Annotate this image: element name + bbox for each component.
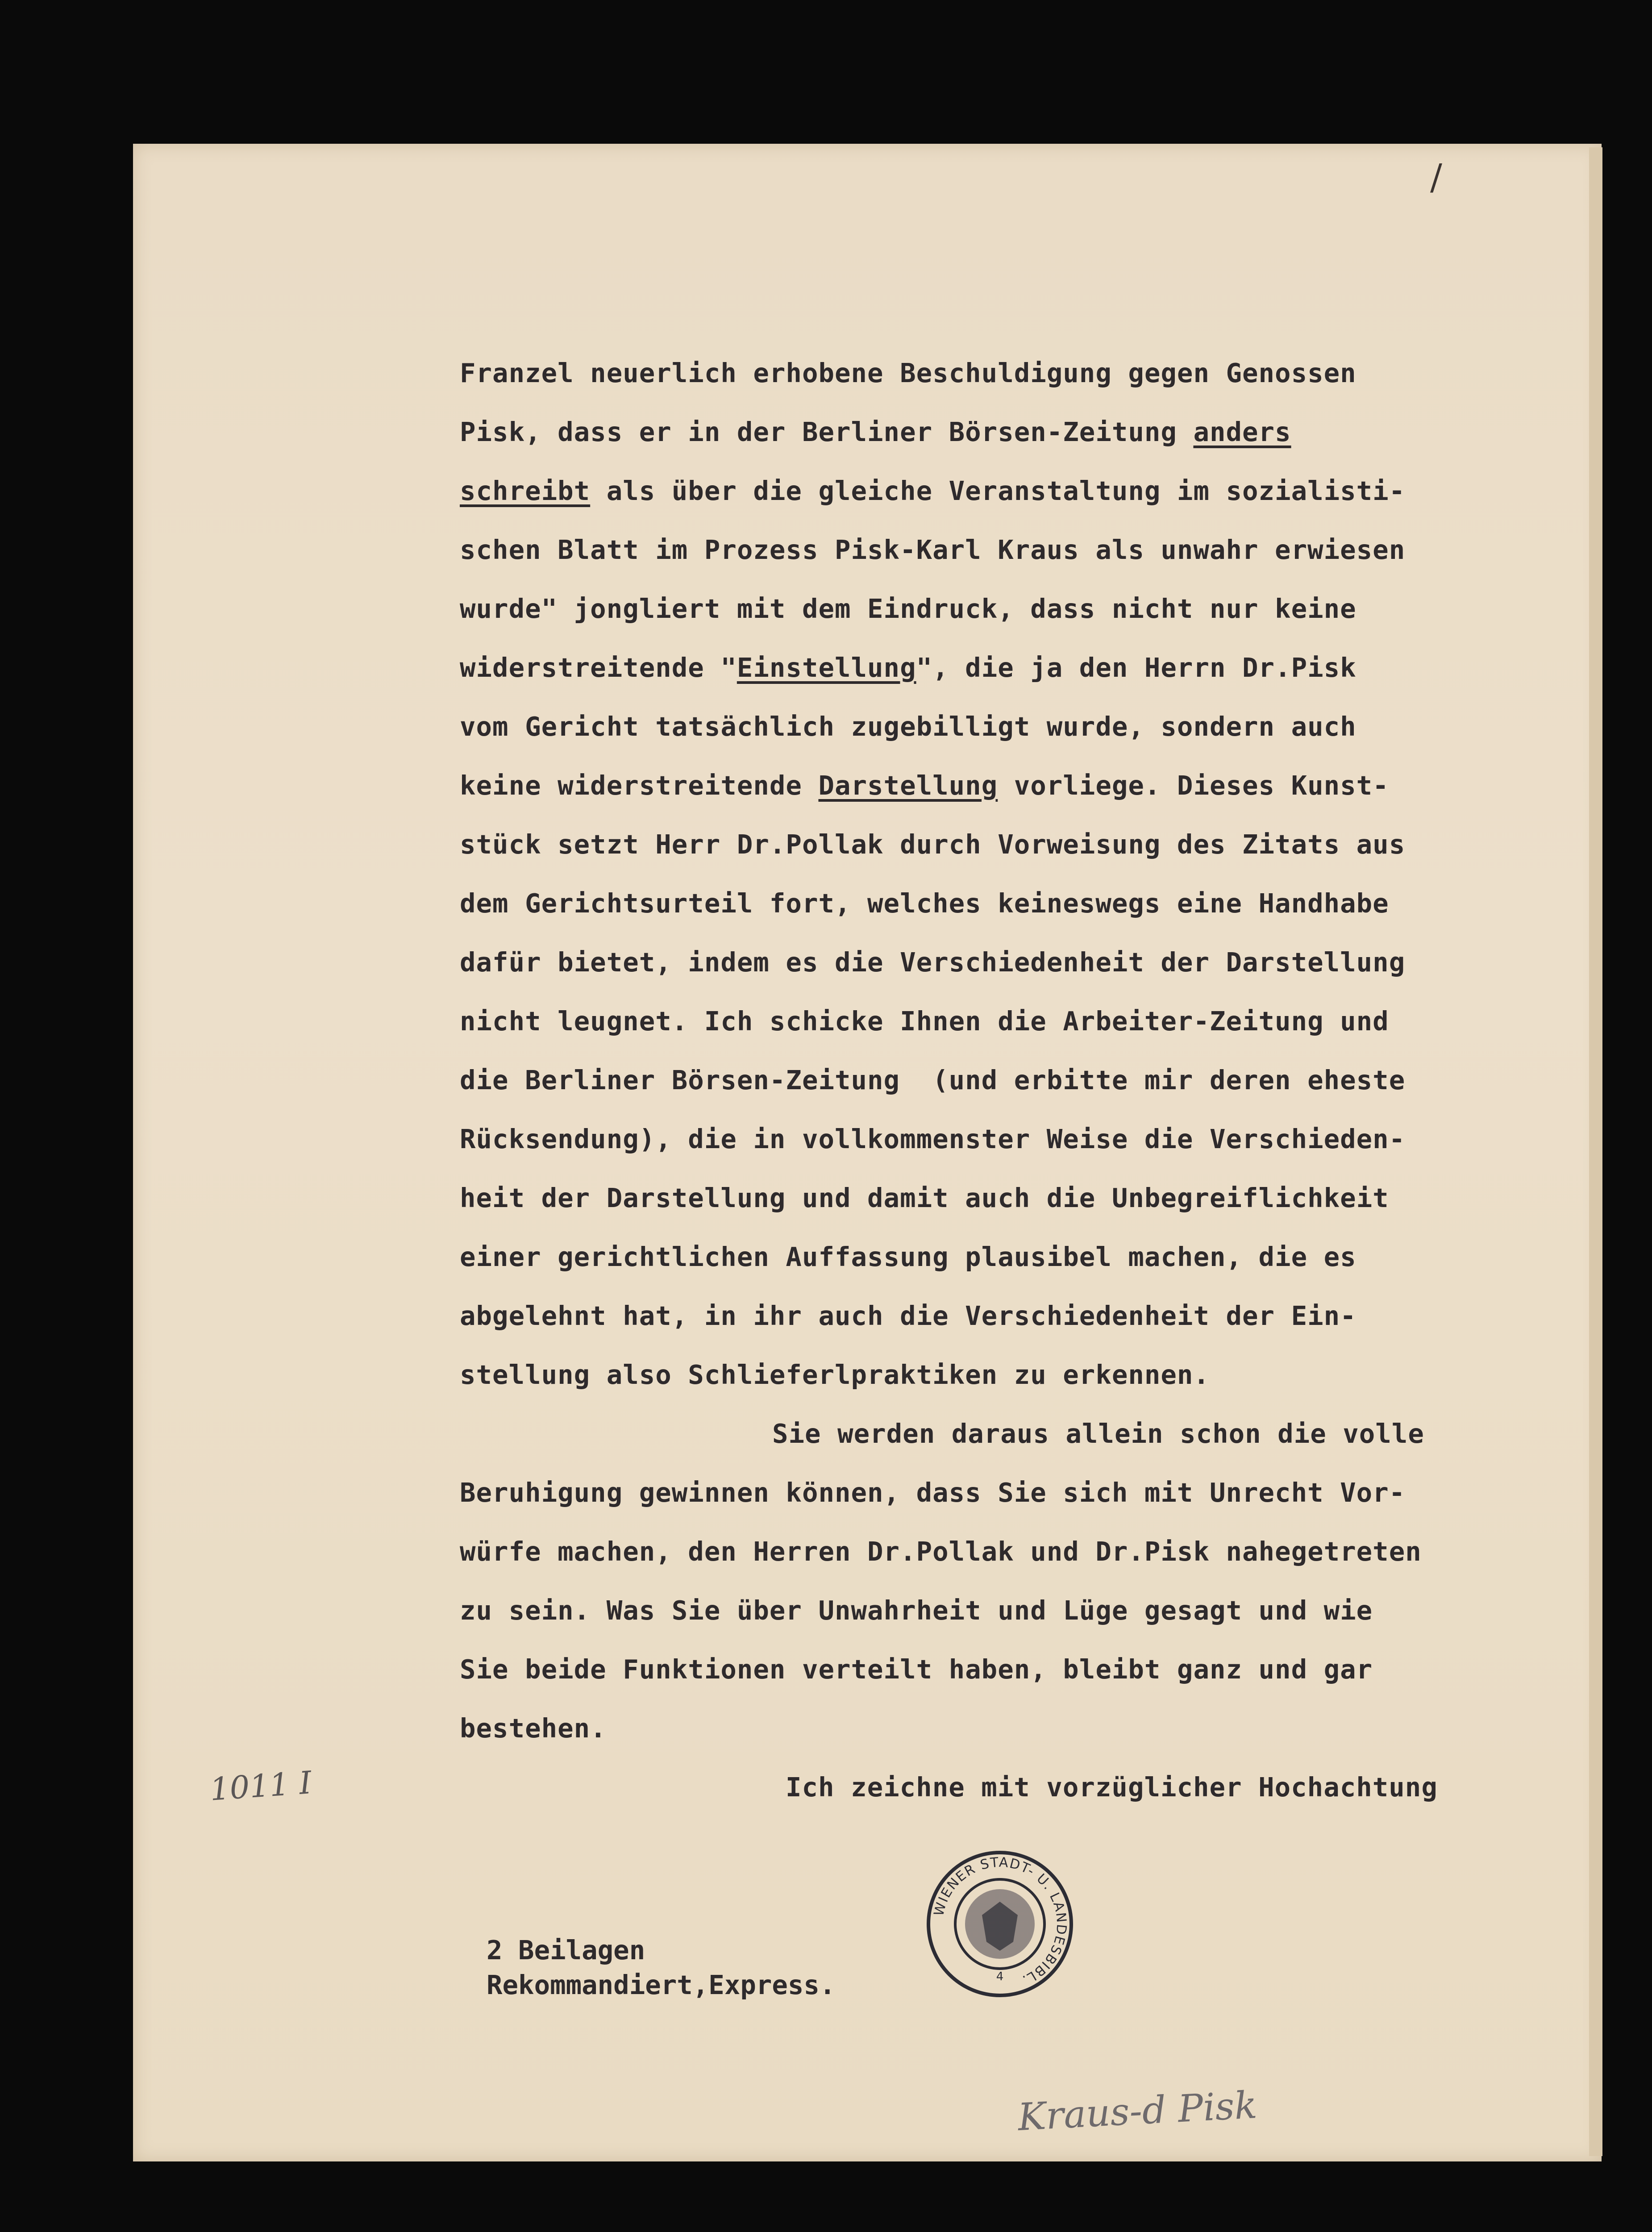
text-segment: schen Blatt im Prozess Pisk-Karl Kraus als unwahr erwiesen: [460, 534, 1406, 565]
text-line: [460, 1345, 1531, 1404]
enclosures-note: [487, 1933, 835, 2003]
text-line: [460, 1640, 1531, 1699]
closing-line: [460, 1758, 1531, 1817]
underlined-word: Darstellung: [818, 770, 998, 801]
text-segment: ", die ja den Herrn Dr.Pisk: [916, 652, 1357, 683]
text-segment: einer gerichtlichen Auffassung plausibel machen, die es: [460, 1241, 1357, 1272]
text-segment: Franzel neuerlich erhobene Beschuldigung gegen Genossen: [460, 358, 1357, 388]
text-line: [460, 1581, 1531, 1640]
text-line: [460, 1169, 1531, 1228]
text-segment: abgelehnt hat, in ihr auch die Verschiedenheit der Ein-: [460, 1300, 1357, 1331]
enclosure-line: Rekommandiert,Express.: [487, 1970, 836, 2000]
text-line: [460, 462, 1531, 521]
text-segment: Sie werden daraus allein schon die volle: [772, 1418, 1424, 1449]
text-segment: heit der Darstellung und damit auch die Unbegreiflichkeit: [460, 1183, 1389, 1213]
text-line: [460, 344, 1531, 403]
text-segment: zu sein. Was Sie über Unwahrheit und Lüge gesagt und wie: [460, 1595, 1373, 1626]
text-segment: als über die gleiche Veranstaltung im sozialisti-: [590, 475, 1406, 506]
text-segment: Ich zeichne mit vorzüglicher Hochachtung: [786, 1772, 1438, 1803]
text-line: [460, 638, 1531, 697]
text-segment: bestehen.: [460, 1713, 607, 1744]
text-segment: stellung also Schlieferlpraktiken zu erkennen.: [460, 1359, 1210, 1390]
text-segment: keine widerstreitende: [460, 770, 819, 801]
text-segment: nicht leugnet. Ich schicke Ihnen die Arbeiter-Zeitung und: [460, 1006, 1389, 1037]
page-edge: [1589, 147, 1602, 2156]
handwritten-shelfmark: 1011 I: [208, 1764, 313, 1808]
text-segment: die Berliner Börsen-Zeitung (und erbitte mir deren eheste: [460, 1065, 1406, 1095]
text-line: [460, 1463, 1531, 1522]
text-segment: würfe machen, den Herren Dr.Pollak und Dr.Pisk nahegetreten: [460, 1536, 1422, 1567]
text-segment: widerstreitende ": [460, 652, 737, 683]
underlined-word: schreibt: [460, 475, 591, 506]
text-line: [460, 815, 1531, 874]
text-line: [460, 1699, 1531, 1758]
text-line: [460, 1110, 1531, 1169]
text-segment: vorliege. Dieses Kunst-: [998, 770, 1389, 801]
text-line: [460, 521, 1531, 579]
stamp-text: WIENER STADT- U. LANDESBIBL.: [931, 1854, 1069, 1988]
text-segment: wurde" jongliert mit dem Eindruck, dass nicht nur keine: [460, 593, 1357, 624]
text-segment: vom Gericht tatsächlich zugebilligt wurde, sondern auch: [460, 711, 1357, 742]
text-line: [460, 1051, 1531, 1110]
text-segment: dafür bietet, indem es die Verschiedenheit der Darstellung: [460, 947, 1406, 978]
text-line: [460, 697, 1531, 756]
page-corner-mark: /: [1430, 156, 1442, 198]
handwritten-annotation: Kraus-d Pisk: [1016, 2083, 1258, 2139]
letter-body: [460, 344, 1531, 1817]
text-segment: dem Gerichtsurteil fort, welches keineswegs eine Handhabe: [460, 888, 1389, 919]
library-stamp: [924, 1848, 1076, 2000]
text-line: [460, 1522, 1531, 1581]
text-segment: Pisk, dass er in der Berliner Börsen-Zeitung: [460, 416, 1194, 447]
text-segment: Rücksendung), die in vollkommenster Weise die Verschieden-: [460, 1124, 1406, 1154]
text-line: [460, 992, 1531, 1051]
text-line: [460, 1404, 1531, 1463]
text-line: [460, 874, 1531, 933]
text-segment: Beruhigung gewinnen können, dass Sie sich mit Unrecht Vor-: [460, 1477, 1406, 1508]
underlined-word: anders: [1193, 416, 1291, 447]
underlined-word: Einstellung: [737, 652, 916, 683]
text-segment: Sie beide Funktionen verteilt haben, bleibt ganz und gar: [460, 1654, 1373, 1685]
enclosure-line: 2 Beilagen: [487, 1935, 645, 1965]
stamp-number: 4: [996, 1970, 1004, 1983]
text-line: [460, 933, 1531, 992]
text-line: [460, 756, 1531, 815]
text-line: [460, 1287, 1531, 1345]
text-line: [460, 1228, 1531, 1287]
text-line: [460, 403, 1531, 462]
text-segment: stück setzt Herr Dr.Pollak durch Vorweisung des Zitats aus: [460, 829, 1406, 860]
text-line: [460, 579, 1531, 638]
